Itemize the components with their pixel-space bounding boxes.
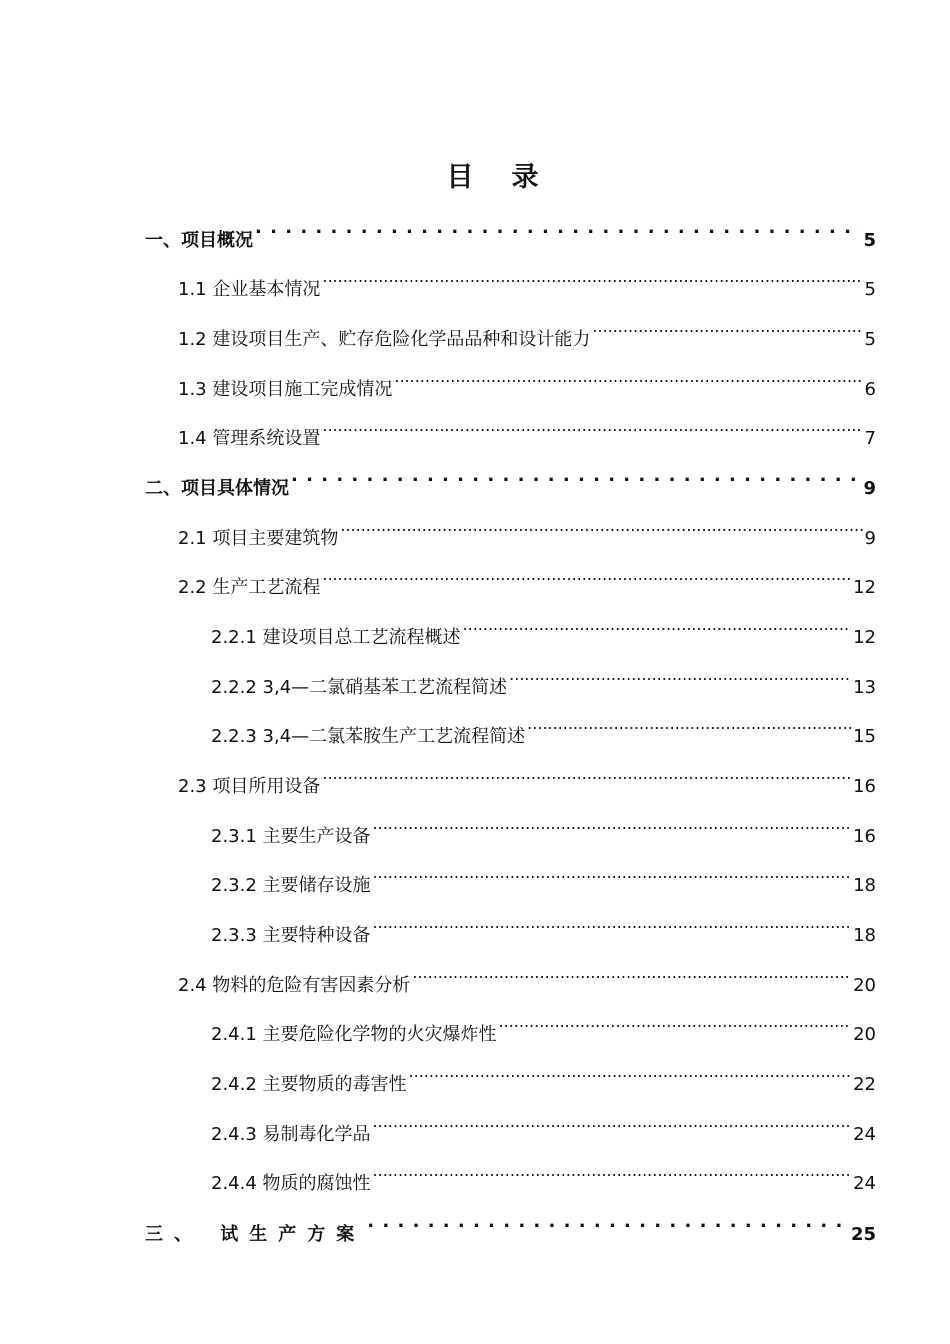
- toc-entry-text: 2.4.4 物质的腐蚀性: [211, 1173, 371, 1194]
- toc-leader-dots: [463, 607, 852, 643]
- toc-entry-page: 20: [853, 975, 876, 996]
- toc-entry-page: 20: [853, 1024, 876, 1045]
- toc-entry-text: 三、 试生产方案: [145, 1224, 366, 1245]
- toc-entry-text: 2.3 项目所用设备: [178, 776, 321, 797]
- toc-entry-page: 22: [853, 1074, 876, 1095]
- toc-entry[interactable]: [178, 259, 876, 300]
- page-title: 目录: [446, 162, 577, 193]
- toc-leader-dots: [394, 359, 862, 395]
- toc-entry[interactable]: [178, 508, 876, 549]
- toc-entry-text: 2.3.2 主要储存设施: [211, 875, 371, 896]
- toc-entry[interactable]: [178, 955, 876, 996]
- toc-entry[interactable]: [178, 309, 876, 350]
- toc-leader-dots: [373, 905, 852, 941]
- toc-entry-page: 12: [853, 577, 876, 598]
- toc-leader-dots: [367, 1204, 849, 1240]
- toc-leader-dots: [322, 557, 851, 593]
- toc-entry-page: 5: [864, 279, 876, 300]
- toc-entry-text: 2.4.2 主要物质的毒害性: [211, 1074, 407, 1095]
- toc-entry[interactable]: [211, 607, 876, 648]
- toc-entry-text: 2.1 项目主要建筑物: [178, 528, 339, 549]
- toc-entry-text: 一、项目概况: [145, 230, 253, 251]
- toc-entry-page: 24: [853, 1124, 876, 1145]
- toc-entry[interactable]: [145, 210, 876, 251]
- toc-entry-text: 2.4.1 主要危险化学物的火灾爆炸性: [211, 1024, 497, 1045]
- toc-entry-text: 2.3.1 主要生产设备: [211, 826, 371, 847]
- toc-entry[interactable]: [211, 855, 876, 896]
- toc-entry-page: 16: [853, 826, 876, 847]
- toc-leader-dots: [322, 259, 862, 295]
- toc-entry[interactable]: [145, 458, 876, 499]
- toc-entry-page: 6: [864, 379, 876, 400]
- toc-entry[interactable]: [178, 756, 876, 797]
- toc-entry-page: 5: [864, 329, 876, 350]
- toc-entry[interactable]: [211, 706, 876, 747]
- toc-entry-page: 18: [853, 875, 876, 896]
- toc-entry[interactable]: [211, 1054, 876, 1095]
- toc-leader-dots: [291, 458, 861, 494]
- toc-leader-dots: [373, 855, 852, 891]
- toc-entry[interactable]: [211, 905, 876, 946]
- toc-entry-page: 24: [853, 1173, 876, 1194]
- toc-entry[interactable]: [211, 1104, 876, 1145]
- toc-entry[interactable]: [211, 1004, 876, 1045]
- toc-entry-page: 7: [864, 428, 876, 449]
- toc-leader-dots: [527, 706, 851, 742]
- toc-entry-text: 2.4.3 易制毒化学品: [211, 1124, 371, 1145]
- toc-leader-dots: [322, 408, 862, 444]
- toc-leader-dots: [373, 1104, 852, 1140]
- toc-entry-page: 18: [853, 925, 876, 946]
- toc-entry-page: 25: [850, 1224, 876, 1245]
- toc-entry-text: 1.2 建设项目生产、贮存危险化学品品种和设计能力: [178, 329, 591, 350]
- toc-entry[interactable]: [145, 1204, 876, 1245]
- toc-entry-page: 15: [853, 726, 876, 747]
- toc-entry[interactable]: [178, 359, 876, 400]
- toc-leader-dots: [509, 657, 851, 693]
- toc-entry-page: 9: [863, 478, 876, 499]
- toc-leader-dots: [592, 309, 862, 345]
- toc-leader-dots: [499, 1004, 852, 1040]
- toc-leader-dots: [322, 756, 851, 792]
- toc-entry-page: 9: [864, 528, 876, 549]
- toc-entry-text: 2.3.3 主要特种设备: [211, 925, 371, 946]
- toc-leader-dots: [340, 508, 862, 544]
- toc-entry-page: 13: [853, 677, 876, 698]
- toc-leader-dots: [412, 955, 851, 991]
- toc-entry-text: 1.4 管理系统设置: [178, 428, 321, 449]
- toc-entry-text: 2.2.1 建设项目总工艺流程概述: [211, 627, 461, 648]
- toc-entry[interactable]: [211, 1153, 876, 1194]
- toc-entry-page: 16: [853, 776, 876, 797]
- toc-entry-text: 2.4 物料的危险有害因素分析: [178, 975, 411, 996]
- toc-entry[interactable]: [178, 408, 876, 449]
- toc-entry[interactable]: [211, 806, 876, 847]
- toc-entry-text: 二、项目具体情况: [145, 478, 289, 499]
- toc-entry-page: 5: [863, 230, 876, 251]
- toc-entry-text: 2.2.3 3,4—二氯苯胺生产工艺流程简述: [211, 726, 526, 747]
- toc-entry-text: 2.2.2 3,4—二氯硝基苯工艺流程简述: [211, 677, 508, 698]
- toc-entry[interactable]: [178, 557, 876, 598]
- toc-leader-dots: [373, 806, 852, 842]
- toc-entry-page: 12: [853, 627, 876, 648]
- toc-entry[interactable]: [211, 657, 876, 698]
- toc-leader-dots: [255, 210, 861, 246]
- toc-entry-text: 1.1 企业基本情况: [178, 279, 321, 300]
- toc-entry-text: 2.2 生产工艺流程: [178, 577, 321, 598]
- toc-leader-dots: [373, 1153, 852, 1189]
- toc-leader-dots: [409, 1054, 852, 1090]
- toc-entry-text: 1.3 建设项目施工完成情况: [178, 379, 393, 400]
